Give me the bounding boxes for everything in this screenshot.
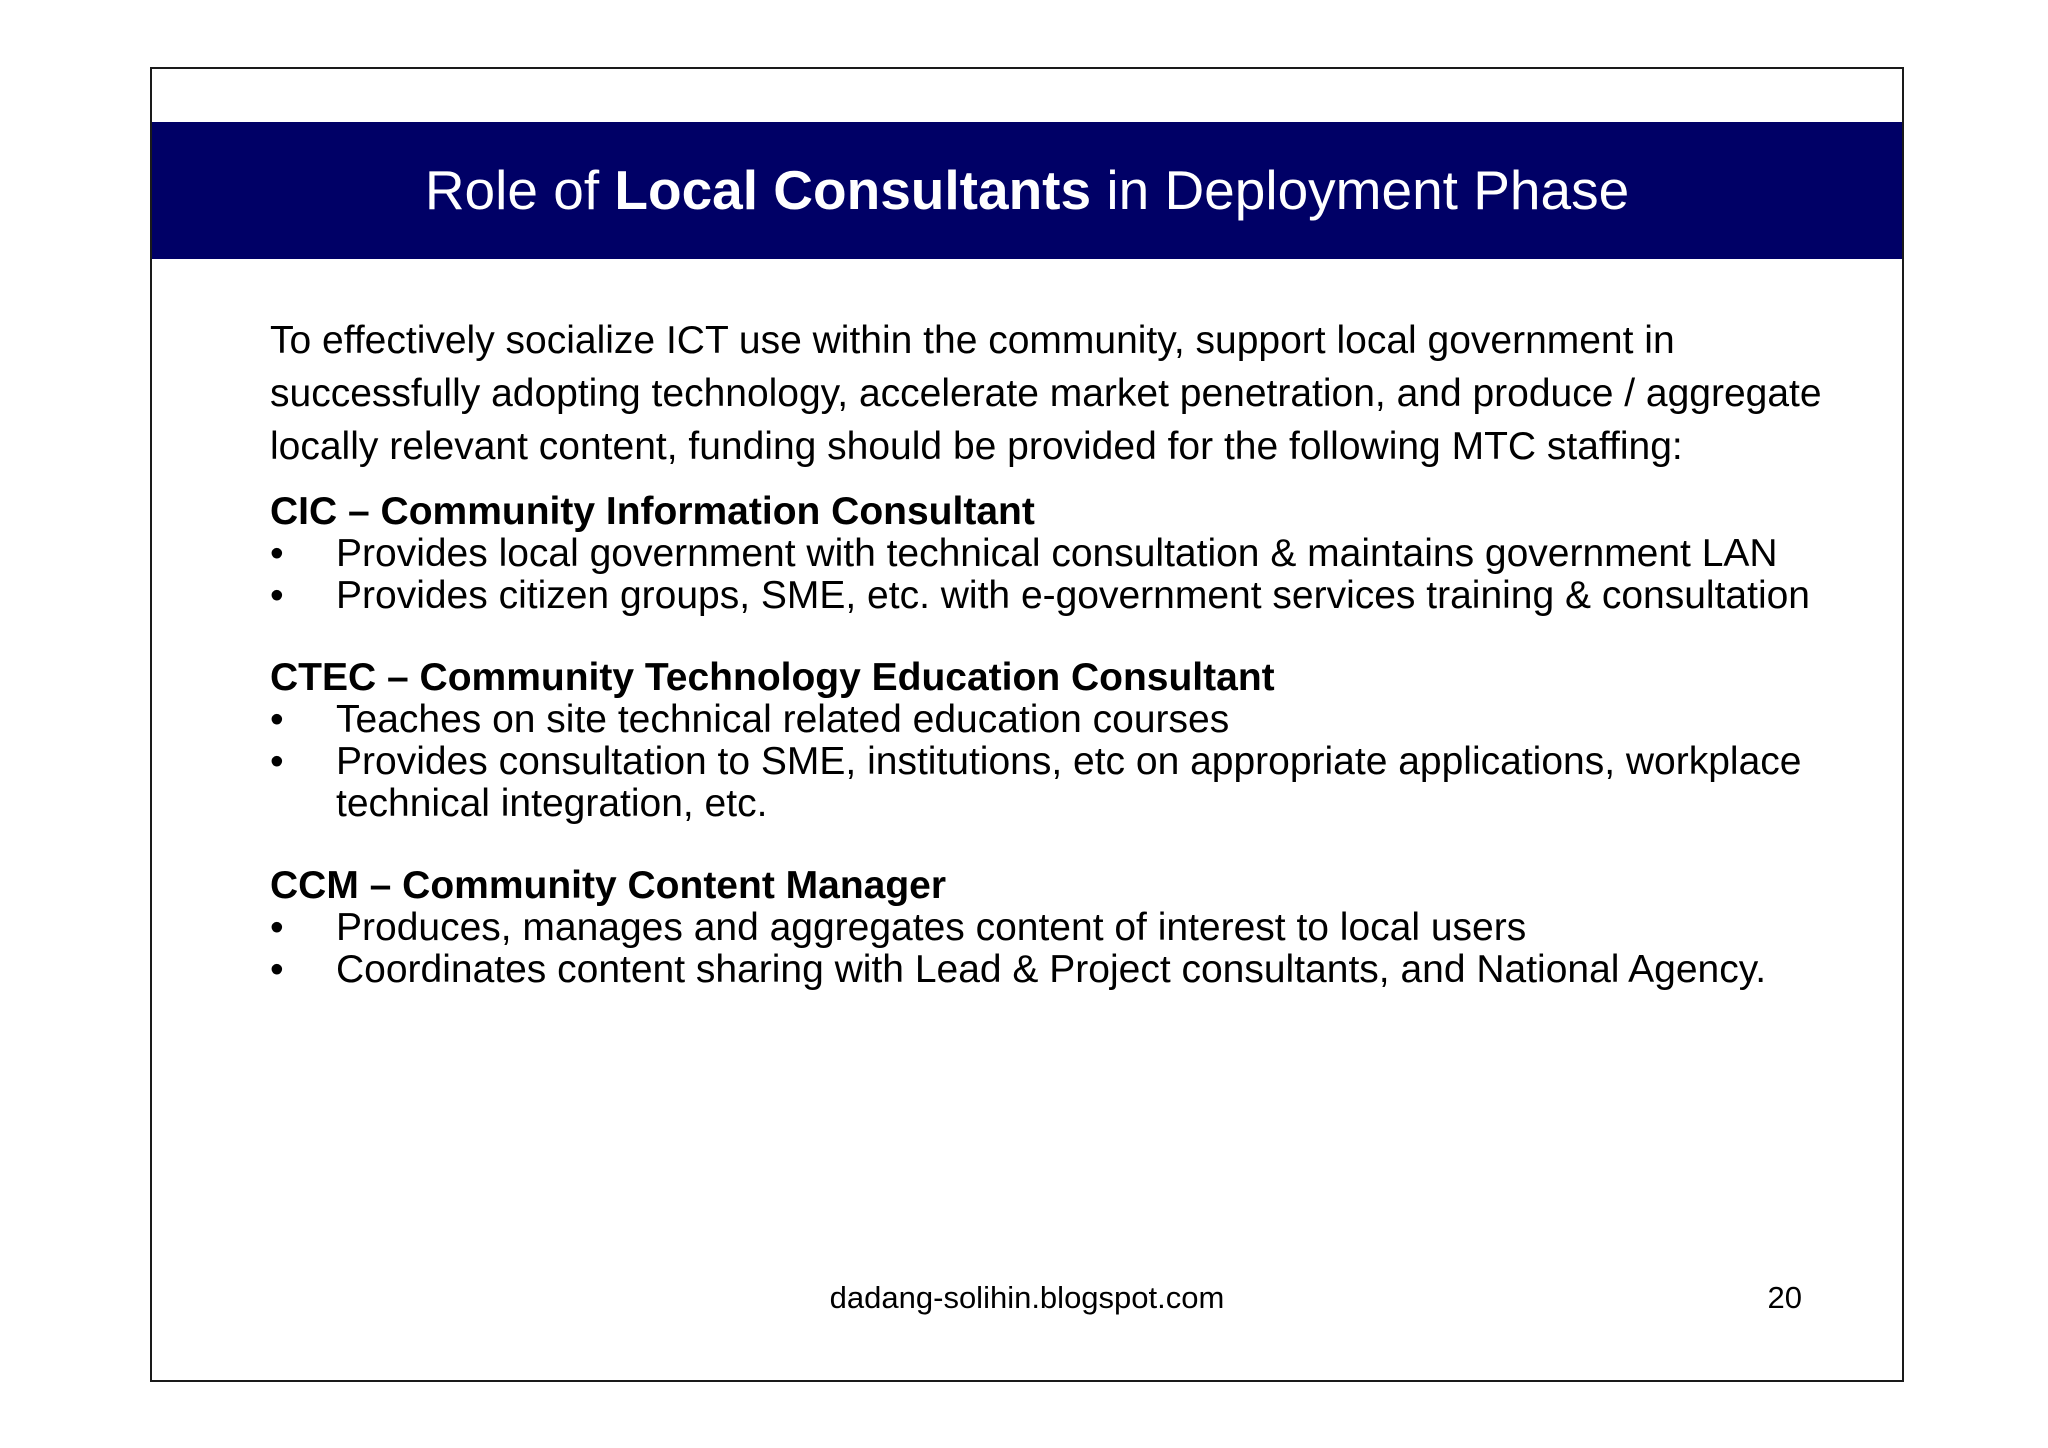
bullet-icon: • [270, 906, 284, 949]
bullet-icon: • [270, 948, 284, 991]
bullet-list [270, 907, 1830, 991]
list-item [270, 741, 1830, 825]
bullet-icon: • [270, 574, 284, 617]
bullet-text: Provides consultation to SME, institutions, etc on appropriate applications, workplace technical integration, etc. [336, 740, 1802, 825]
bullet-text: Provides local government with technical consultation & maintains government LAN [336, 532, 1778, 575]
title-suffix: in Deployment Phase [1091, 159, 1630, 221]
title-prefix: Role of [424, 159, 615, 221]
section-ctec [270, 657, 1830, 825]
bullet-text: Teaches on site technical related education courses [336, 698, 1230, 741]
list-item [270, 907, 1830, 949]
section-ccm [270, 865, 1830, 991]
section-cic [270, 491, 1830, 617]
bullet-text: Produces, manages and aggregates content of interest to local users [336, 906, 1527, 949]
list-item [270, 949, 1830, 991]
bullet-icon: • [270, 740, 284, 783]
bullet-list [270, 699, 1830, 825]
list-item [270, 575, 1830, 617]
section-heading: CCM – Community Content Manager [270, 864, 947, 907]
title-emphasis: Local Consultants [614, 159, 1092, 221]
slide-title [424, 159, 1630, 221]
bullet-text: Coordinates content sharing with Lead & Project consultants, and National Agency. [336, 948, 1767, 991]
title-bar [152, 122, 1902, 259]
bullet-icon: • [270, 698, 284, 741]
footer-url: dadang-solihin.blogspot.com [829, 1280, 1225, 1315]
bullet-list [270, 533, 1830, 617]
slide-frame [150, 67, 1904, 1382]
bullet-icon: • [270, 532, 284, 575]
list-item [270, 533, 1830, 575]
section-heading: CIC – Community Information Consultant [270, 490, 1035, 533]
page-number: 20 [1767, 1280, 1802, 1315]
bullet-text: Provides citizen groups, SME, etc. with e-government services training & consultation [336, 574, 1811, 617]
section-heading: CTEC – Community Technology Education Consultant [270, 656, 1275, 699]
slide-content [270, 314, 1830, 1031]
list-item [270, 699, 1830, 741]
intro-paragraph: To effectively socialize ICT use within the community, support local government in successfully adopting technology, accelerate market penetration, and produce / aggregate locally relevant content, funding should be provided for the following MTC staffing: [270, 319, 1822, 468]
